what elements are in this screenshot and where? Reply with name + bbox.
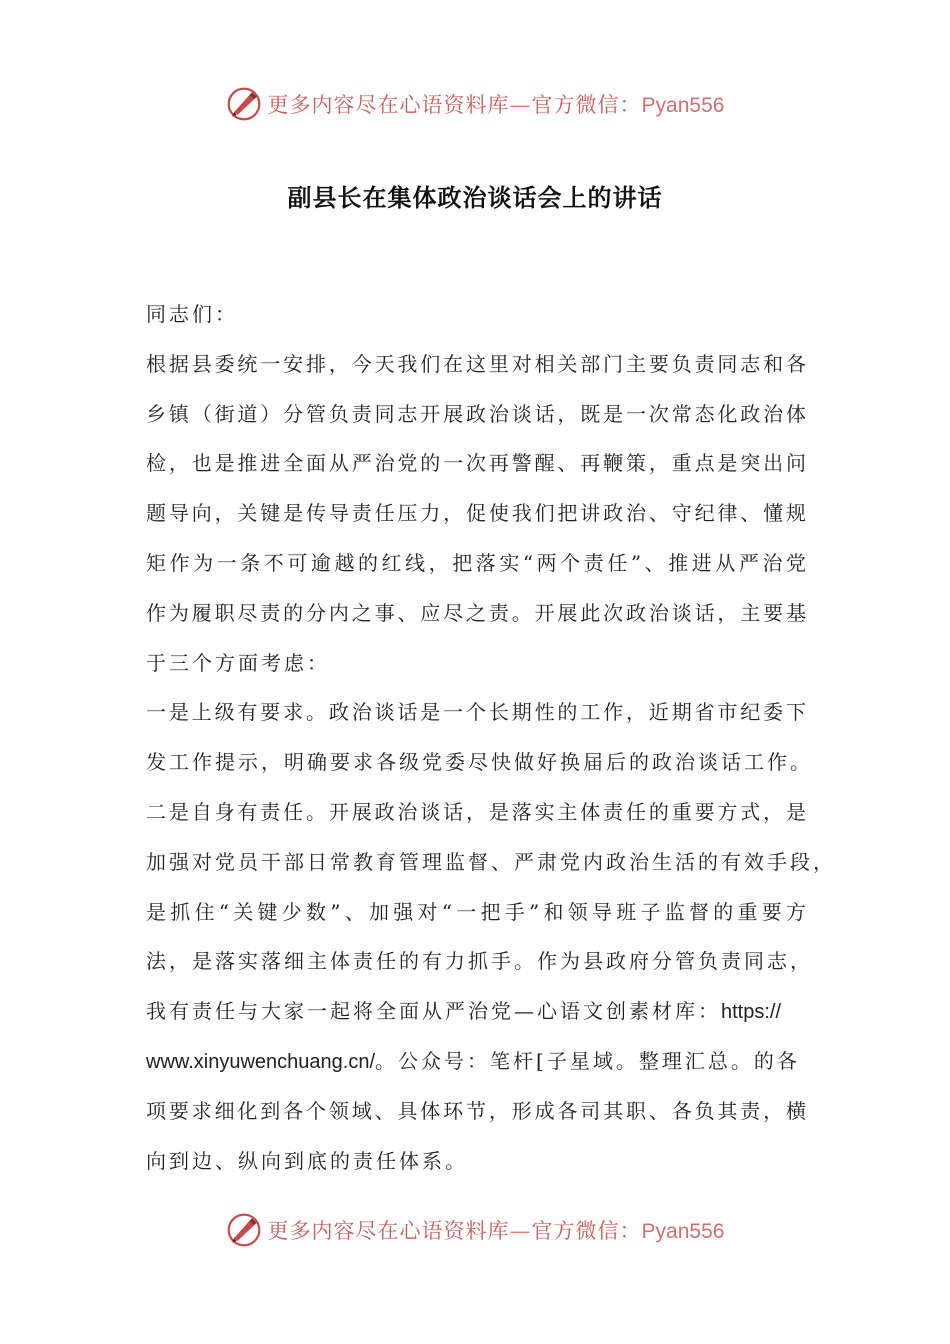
document-body <box>146 290 836 1186</box>
paragraph-line: 项要求细化到各个领域、具体环节，形成各司其职、各负其责，横 <box>146 1098 806 1123</box>
watermark-text: 更多内容尽在心语资料库—官方微信：Pyan556 <box>267 1219 725 1243</box>
paragraph-line: 乡镇（街道）分管负责同志开展政治谈话，既是一次常态化政治体 <box>146 401 806 426</box>
pen-logo-icon <box>226 86 262 122</box>
paragraph-line: 二是自身有责任。开展政治谈话，是落实主体责任的重要方式，是 <box>146 799 806 824</box>
url-fragment: www.xinyuwenchuang.cn/ <box>146 1050 376 1073</box>
paragraph-line: 矩作为一条不可逾越的红线，把落实“两个责任”、推进从严治党 <box>146 550 806 575</box>
paragraph-line: 是抓住“关键少数”、加强对“一把手”和领导班子监督的重要方 <box>146 899 806 924</box>
paragraph-line: 发工作提示，明确要求各级党委尽快做好换届后的政治谈话工作。 <box>146 750 813 775</box>
paragraph-line: 一是上级有要求。政治谈话是一个长期性的工作，近期省市纪委下 <box>146 700 806 725</box>
salutation: 同志们： <box>146 302 238 326</box>
line-text: 。公众号：笔杆[子星域。整理汇总。的各 <box>375 1048 800 1073</box>
paragraph-line: 法，是落实落细主体责任的有力抓手。作为县政府分管负责同志， <box>146 949 813 974</box>
paragraph-line: 题导向，关键是传导责任压力，促使我们把讲政治、守纪律、懂规 <box>146 501 806 526</box>
paragraph-line <box>146 987 806 1037</box>
paragraph-line: 根据县委统一安排，今天我们在这里对相关部门主要负责同志和各 <box>146 351 806 376</box>
url-fragment: https:// <box>721 1001 782 1024</box>
paragraph-line: 作为履职尽责的分内之事、应尽之责。开展此次政治谈话，主要基 <box>146 600 806 625</box>
watermark-banner-bottom <box>0 1208 950 1252</box>
paragraph-line: 于三个方面考虑： <box>146 650 330 675</box>
pen-logo-icon <box>226 1212 262 1248</box>
line-text: 我有责任与大家一起将全面从严治党—心语文创素材库： <box>146 999 721 1024</box>
paragraph-line <box>146 1037 806 1087</box>
paragraph-line: 检，也是推进全面从严治党的一次再警醒、再鞭策，重点是突出问 <box>146 451 806 476</box>
document-title: 副县长在集体政治谈话会上的讲话 <box>287 184 663 212</box>
watermark-banner-top <box>0 82 950 126</box>
paragraph-line: 加强对党员干部日常教育管理监督、严肃党内政治生活的有效手段， <box>146 849 836 874</box>
paragraph-line: 向到边、纵向到底的责任体系。 <box>146 1148 468 1173</box>
watermark-text: 更多内容尽在心语资料库—官方微信：Pyan556 <box>267 93 725 117</box>
